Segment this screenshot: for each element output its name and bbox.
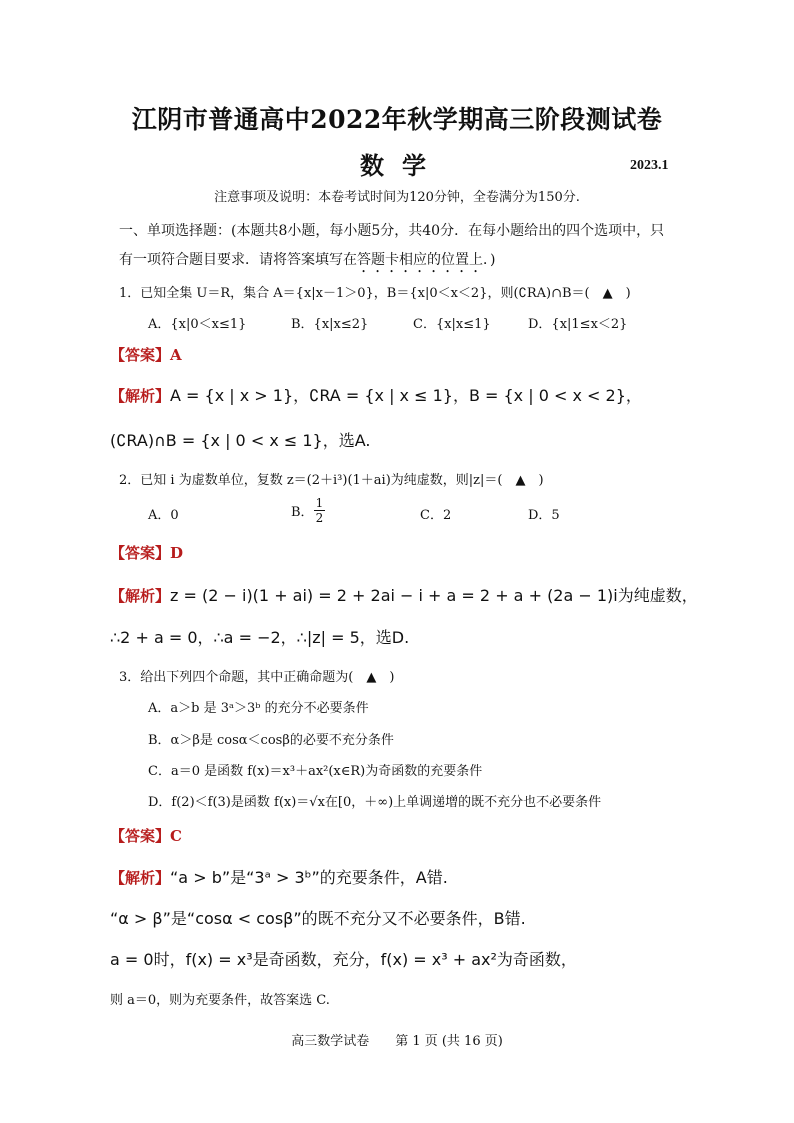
section-heading-end: ．) — [483, 252, 496, 268]
question-3-stem: 3．给出下列四个命题，其中正确命题为( ▲ ) — [119, 670, 395, 685]
q2-analysis-line1 — [110, 583, 698, 606]
q2-analysis-line2: ∴2 + a = 0，∴a = −2，∴|z| = 5，选D. — [110, 628, 410, 647]
answer-value: C — [170, 827, 182, 845]
section-heading-line1: 一、单项选择题：(本题共8小题，每小题5分，共40分．在每小题给出的四个选项中，只 — [119, 223, 665, 239]
fraction-numerator: 1 — [315, 496, 324, 510]
q3-answer — [110, 825, 182, 846]
section-heading-emphasis: 答题卡相应的位置上 — [357, 252, 483, 268]
q2-option-b-fraction — [314, 496, 326, 525]
subject-title: 数学 — [360, 151, 444, 180]
q1-option-d: D．{x|1≤x＜2} — [528, 317, 628, 332]
section-heading-text: 有一项符合题目要求．请将答案填写在 — [119, 252, 357, 268]
q1-answer — [110, 344, 182, 365]
q2-option-c: C．2 — [420, 508, 452, 523]
q1-option-c: C．{x|x≤1} — [413, 317, 491, 332]
analysis-text: “a > b”是“3ᵃ > 3ᵇ”的充要条件，A错. — [170, 868, 448, 887]
answer-label: 【答案】 — [110, 346, 171, 364]
answer-label: 【答案】 — [110, 544, 171, 562]
q3-analysis-line1 — [110, 865, 448, 888]
section-heading-line2 — [119, 249, 495, 276]
question-1-stem: 1．已知全集 U＝R，集合 A＝{x|x－1＞0}，B＝{x|0＜x＜2}，则(∁RA)∩B＝( ▲ ) — [119, 286, 631, 301]
q1-analysis-line1 — [110, 383, 642, 406]
q3-option-c: C．a＝0 是函数 f(x)＝x³＋ax²(x∈R)为奇函数的充要条件 — [148, 764, 483, 779]
analysis-text: A = {x | x > 1}，∁RA = {x | x ≤ 1}，B = {x | 0 < x < 2}， — [170, 386, 642, 405]
exam-date: 2023.1 — [630, 158, 669, 173]
analysis-label: 【解析】 — [110, 587, 171, 605]
analysis-label: 【解析】 — [110, 387, 171, 405]
q2-option-d: D．5 — [528, 508, 560, 523]
q2-answer — [110, 542, 183, 563]
q1-option-b: B．{x|x≤2} — [291, 317, 369, 332]
q3-option-a: A．a＞b 是 3ᵃ＞3ᵇ 的充分不必要条件 — [148, 701, 369, 716]
exam-notice: 注意事项及说明：本卷考试时间为120分钟，全卷满分为150分. — [214, 190, 580, 205]
q3-option-d: D．f(2)＜f(3)是函数 f(x)＝√x在[0，＋∞)上单调递增的既不充分也不必要条件 — [148, 795, 602, 810]
fraction-denominator: 2 — [315, 511, 324, 525]
q3-analysis-line3: a = 0时，f(x) = x³是奇函数，充分，f(x) = x³ + ax²为奇函数， — [110, 950, 577, 969]
answer-label: 【答案】 — [110, 827, 171, 845]
q1-analysis-line2: (∁RA)∩B = {x | 0 < x ≤ 1}，选A. — [110, 431, 371, 450]
question-2-stem: 2．已知 i 为虚数单位，复数 z＝(2＋i³)(1＋ai)为纯虚数，则|z|＝( ▲ ) — [119, 473, 544, 488]
analysis-label: 【解析】 — [110, 869, 171, 887]
analysis-text: z = (2 − i)(1 + ai) = 2 + 2ai − i + a = 2 + a + (2a − 1)i为纯虚数， — [170, 586, 698, 605]
q2-option-a: A．0 — [148, 508, 179, 523]
q3-analysis-line4: 则 a＝0，则为充要条件，故答案选 C. — [110, 993, 330, 1008]
q2-option-b-label: B． — [291, 505, 314, 520]
q3-analysis-line2: “α > β”是“cosα < cosβ”的既不充分又不必要条件，B错. — [110, 909, 526, 928]
q1-option-a: A．{x|0＜x≤1} — [148, 317, 247, 332]
answer-value: D — [170, 544, 184, 562]
answer-value: A — [170, 346, 182, 364]
page-footer: 高三数学试卷 第 1 页 (共 16 页) — [291, 1034, 503, 1049]
q2-option-b — [291, 496, 325, 525]
exam-title: 江阴市普通高中2022年秋学期高三阶段测试卷 — [131, 105, 663, 134]
q3-option-b: B．α＞β是 cosα＜cosβ的必要不充分条件 — [148, 733, 394, 748]
